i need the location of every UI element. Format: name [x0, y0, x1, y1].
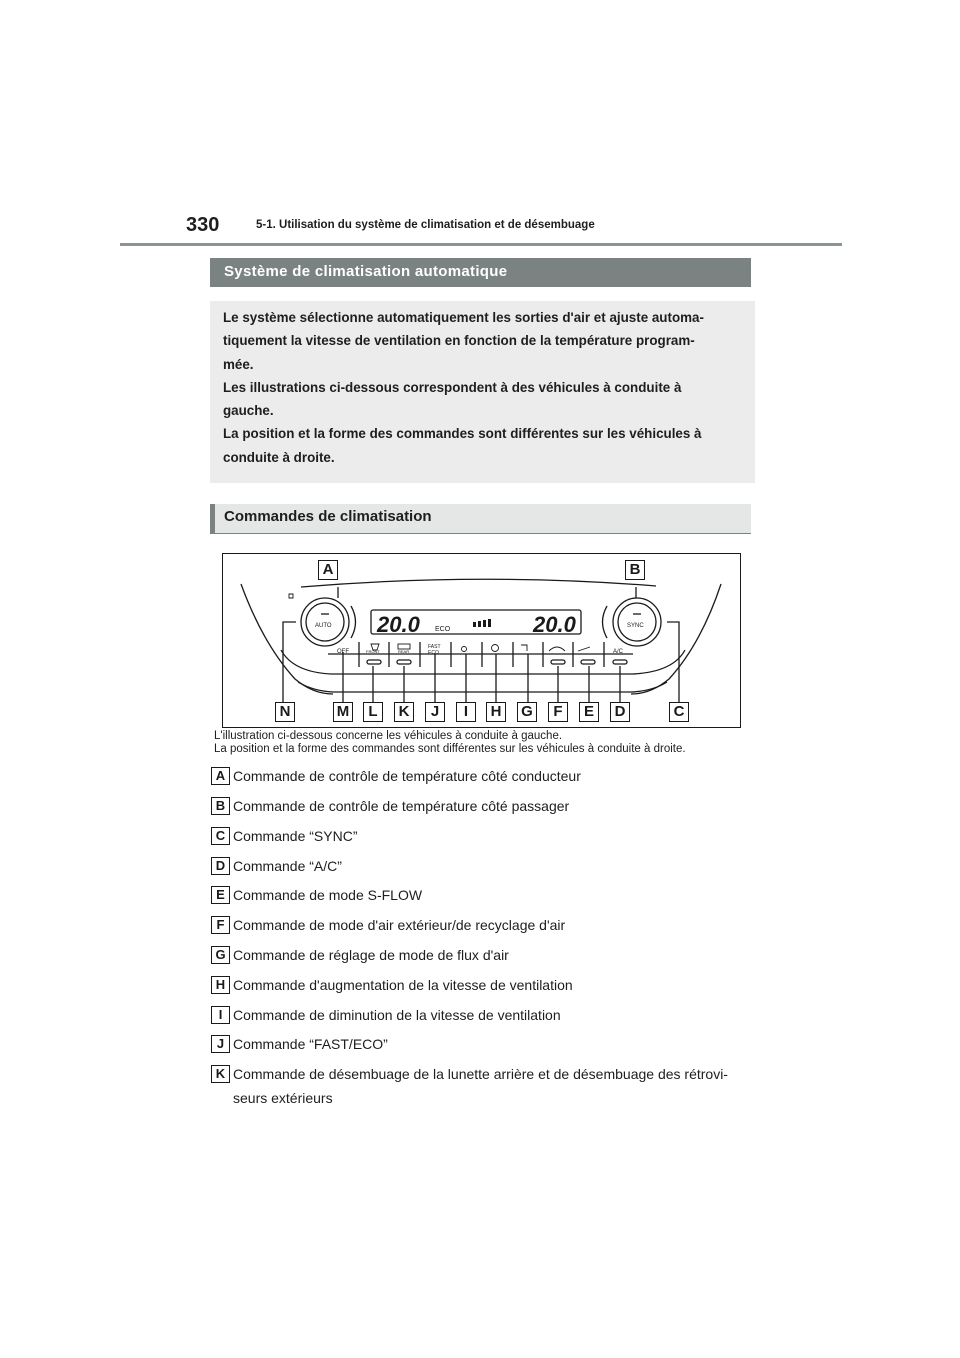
legend-key: I	[211, 1006, 230, 1024]
eco-indicator: ECO	[435, 626, 451, 633]
legend-text: Commande “A/C”	[233, 858, 342, 874]
callout-I: I	[456, 702, 476, 722]
legend-text: Commande de mode S-FLOW	[233, 887, 423, 903]
page-number: 330	[186, 214, 220, 236]
intro-box	[210, 301, 755, 483]
callout-B: B	[625, 560, 645, 580]
lock-icon	[289, 594, 293, 598]
left-bracket	[351, 606, 356, 638]
left-knob-outer	[301, 598, 349, 646]
right-bracket	[603, 606, 608, 638]
legend-key: J	[211, 1035, 230, 1053]
intro-line: tiquement la vitesse de ventilation en fonction de la température program-	[223, 333, 695, 349]
auto-knob-label: AUTO	[315, 623, 332, 629]
chapter-title: 5-1. Utilisation du système de climatisation et de désembuage	[256, 219, 595, 231]
fast-button-label: FAST	[428, 644, 441, 650]
legend-key: F	[211, 916, 230, 934]
leader-N	[283, 622, 296, 702]
panel-top-arc	[301, 579, 656, 587]
section-title-controls: Commandes de climatisation	[210, 504, 751, 534]
legend-text: Commande “SYNC”	[233, 828, 358, 844]
legend-text	[233, 1062, 761, 1110]
legend-text: Commande “FAST/ECO”	[233, 1036, 388, 1052]
legend-key: K	[211, 1065, 230, 1083]
figure-caption	[214, 730, 774, 756]
legend-key: E	[211, 886, 230, 904]
intro-line: Le système sélectionne automatiquement les sorties d'air et ajuste automa-	[223, 310, 704, 325]
legend-key: B	[211, 797, 230, 815]
caption-line: L'illustration ci-dessous concerne les véhicules à conduite à gauche.	[214, 730, 563, 742]
sync-knob-label: SYNC	[627, 623, 644, 629]
callout-H: H	[486, 702, 506, 722]
panel-lower-curve	[298, 682, 667, 692]
rear-button-label: REAR	[398, 649, 410, 654]
callout-E: E	[579, 702, 599, 722]
intro-line: mée.	[223, 356, 254, 372]
left-temp-readout: 20.0	[377, 612, 420, 637]
callout-G: G	[517, 702, 537, 722]
ac-button-label: A/C	[613, 649, 624, 655]
leader-C	[667, 622, 679, 702]
callout-J: J	[425, 702, 445, 722]
caption-line: La position et la forme des commandes sont différentes sur les véhicules à conduite à droite.	[214, 743, 686, 755]
right-temp-readout: 20.0	[533, 612, 576, 637]
callout-N: N	[275, 702, 295, 722]
right-knob-inner	[618, 603, 656, 641]
eco-button-label: ECO	[428, 650, 439, 656]
legend-text: Commande de diminution de la vitesse de ventilation	[233, 1007, 561, 1023]
recirculation-icon	[549, 647, 565, 651]
legend-key: C	[211, 827, 230, 845]
callout-C: C	[669, 702, 689, 722]
legend-text: Commande de réglage de mode de flux d'air	[233, 947, 509, 963]
legend-key: D	[211, 857, 230, 875]
callout-M: M	[333, 702, 353, 722]
front-button-label: FRONT	[366, 649, 380, 654]
legend-key: A	[211, 767, 230, 785]
legend-text-line: seurs extérieurs	[233, 1090, 333, 1106]
callout-D: D	[610, 702, 630, 722]
legend-text: Commande de contrôle de température côté conducteur	[233, 768, 581, 784]
airflow-mode-icon	[521, 645, 527, 651]
right-knob-outer	[613, 598, 661, 646]
off-button-label: OFF	[337, 649, 349, 655]
panel-left-outer	[241, 584, 333, 694]
legend-key: H	[211, 976, 230, 994]
callout-A: A	[318, 560, 338, 580]
legend-key: G	[211, 946, 230, 964]
intro-line: gauche.	[223, 403, 274, 419]
intro-line: La position et la forme des commandes sont différentes sur les véhicules à	[223, 426, 702, 442]
legend-text-line: Commande de désembuage de la lunette arrière et de désembuage des rétrovi-	[233, 1066, 728, 1082]
header-rule	[120, 243, 842, 246]
left-knob-inner	[306, 603, 344, 641]
fan-level-bars	[473, 619, 491, 627]
callout-F: F	[548, 702, 568, 722]
section-title-auto: Système de climatisation automatique	[210, 258, 751, 287]
fan-up-icon	[492, 645, 499, 652]
callout-K: K	[394, 702, 414, 722]
climate-panel-illustration	[222, 553, 741, 728]
legend-text: Commande de mode d'air extérieur/de recyclage d'air	[233, 917, 566, 933]
legend-text: Commande de contrôle de température côté passager	[233, 798, 570, 814]
fan-down-icon	[462, 647, 467, 652]
s-flow-icon	[578, 647, 590, 651]
intro-line: conduite à droite.	[223, 449, 335, 465]
intro-line: Les illustrations ci-dessous correspondent à des véhicules à conduite à	[223, 379, 682, 395]
legend-text: Commande d'augmentation de la vitesse de ventilation	[233, 977, 573, 993]
panel-drawing	[223, 554, 742, 729]
callout-L: L	[363, 702, 383, 722]
